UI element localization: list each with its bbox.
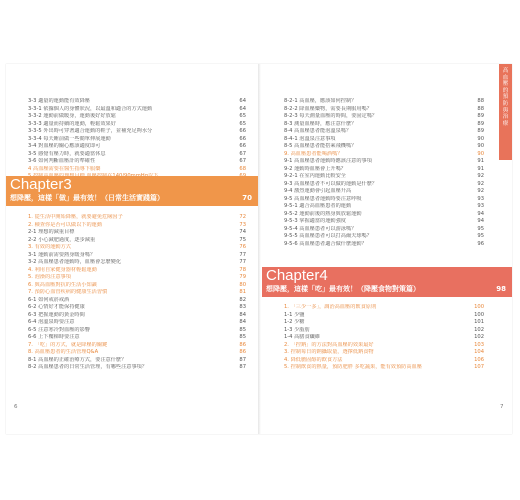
chapter3-band [6, 176, 258, 206]
toc-entry-title: 6-1 如何戒菸戒酒 [28, 296, 70, 303]
toc-entry [284, 158, 484, 166]
toc-entry-page: 89 [477, 128, 484, 134]
toc-entry-page: 85 [239, 334, 246, 340]
toc-entry-page: 80 [239, 281, 246, 288]
toc-entry-page: 77 [239, 259, 246, 265]
toc-entry-page: 75 [239, 236, 246, 243]
toc-entry-title: 9-5-5 高血壓患者可以打高爾夫球嗎？ [284, 233, 372, 239]
toc-entry-title: 5. 控制飲食的熱量，預防肥胖 多吃蔬果，能有效預防高血壓 [284, 364, 422, 370]
toc-entry-page: 89 [477, 113, 484, 119]
toc-entry [28, 364, 246, 372]
toc-entry [28, 106, 246, 114]
toc-entry-page: 78 [239, 266, 246, 273]
toc-entry-page: 104 [474, 349, 484, 355]
toc-entry [284, 136, 484, 144]
toc-entry-title: 9-5-4 高血壓患者可以游泳嗎？ [284, 225, 357, 232]
toc-entry-page: 86 [239, 341, 246, 348]
toc-entry-page: 68 [239, 165, 246, 172]
toc-entry-page: 94 [477, 218, 484, 224]
toc-entry [28, 342, 246, 350]
toc-entry-title: 8-2-2 降血壓藥物，需要長期服用嗎？ [284, 105, 372, 112]
toc-entry [28, 237, 246, 245]
toc-right-bottom [284, 304, 484, 372]
toc-entry [28, 229, 246, 237]
toc-entry [28, 244, 246, 252]
toc-entry [28, 327, 246, 335]
toc-entry-page: 100 [474, 311, 484, 318]
chapter3-subtitle: 想降壓，這樣「做」最有效！（日常生活實踐篇） [10, 194, 164, 202]
toc-entry-title: 6-5 注意寒冷對血壓的影響 [28, 326, 90, 333]
page-gutter [258, 64, 261, 434]
toc-entry [28, 334, 246, 342]
toc-entry [284, 304, 484, 312]
toc-entry [28, 98, 246, 106]
side-tab-text: 高血壓的預防與治療 [502, 68, 509, 127]
toc-entry-title: 3-1 運動前需要熱身暖身嗎？ [28, 251, 96, 258]
toc-entry-page: 95 [477, 233, 484, 239]
toc-entry-page: 87 [239, 364, 246, 370]
toc-entry-page: 82 [239, 296, 246, 303]
toc-entry-title: 3-2 高血壓患者運動時，血壓會怎麼變化 [28, 259, 122, 265]
toc-entry-page: 66 [239, 128, 246, 134]
toc-entry-title: 6. 與高血壓對抗的生活小知識 [28, 281, 97, 288]
toc-entry [284, 188, 484, 196]
toc-entry-title: 8-2-1 高血壓，應該如何控制？ [284, 98, 357, 104]
toc-entry-title: 4. 利用自家健身器材輕鬆運動 [28, 266, 97, 273]
toc-entry-page: 89 [477, 120, 484, 127]
toc-entry-title: 8. 高血壓患者的生活管理Q&A [28, 349, 99, 355]
toc-entry [28, 357, 246, 365]
toc-entry-page: 65 [239, 113, 246, 119]
toc-entry-page: 103 [474, 341, 484, 348]
toc-entry-page: 102 [474, 326, 484, 333]
toc-entry [28, 128, 246, 136]
toc-entry-title: 3-3 適量的運動能有效降壓 [28, 98, 90, 104]
toc-entry-page: 84 [239, 319, 246, 325]
toc-entry-page: 65 [239, 120, 246, 127]
toc-entry-page: 72 [239, 214, 246, 220]
toc-entry [284, 364, 484, 372]
toc-entry [28, 297, 246, 305]
toc-entry [284, 98, 484, 106]
toc-entry-title: 9-5-2 運動前後的熱身與放鬆運動 [284, 210, 362, 217]
toc-entry-page: 67 [239, 158, 246, 164]
toc-entry-page: 102 [474, 334, 484, 340]
toc-entry-title: 9-5 高血壓患者運動時要注意呼吸 [284, 195, 362, 202]
toc-entry [28, 214, 246, 222]
toc-entry-title: 1-1 少鹽 [284, 311, 305, 318]
toc-entry [284, 342, 484, 350]
toc-entry-page: 107 [474, 364, 484, 370]
toc-entry-page: 66 [239, 135, 246, 142]
toc-entry-page: 77 [239, 251, 246, 258]
toc-entry-title: 3-3-3 適量而持續的運動，輕鬆效果好 [28, 120, 116, 127]
toc-entry-title: 6-2 心情好才能保持健康 [28, 304, 85, 310]
toc-entry-title: 8-2 高血壓患者的日常生活管理，有哪些注意事項？ [28, 364, 148, 370]
toc-entry-page: 93 [477, 203, 484, 209]
toc-entry-page: 84 [239, 311, 246, 318]
toc-entry [28, 113, 246, 121]
toc-entry-title: 2-2 小心減肥過度，逐步減重 [28, 236, 96, 243]
toc-entry [28, 222, 246, 230]
toc-entry-title: 9-5-3 掌握適當的運動強度 [284, 218, 346, 224]
toc-entry [284, 203, 484, 211]
toc-entry-title: 8-4-1 泡溫泉注意事項 [284, 135, 336, 142]
toc-entry-title: 1-2 少糖 [284, 319, 305, 325]
toc-entry-title: 2. 檢查你是否可以做以下的運動 [28, 221, 103, 228]
toc-entry-title: 3-3-2 運動前做暖身，運動後好好放鬆 [28, 113, 116, 119]
toc-entry-title: 9-1 高血壓患者運動時應該注意的事項 [284, 158, 372, 164]
toc-entry-page: 79 [239, 274, 246, 280]
toc-entry-page: 86 [239, 349, 246, 355]
toc-entry-page: 106 [474, 356, 484, 363]
toc-entry [284, 143, 484, 151]
toc-entry-title: 6-3 把握運動的黃金時間 [28, 311, 85, 318]
toc-entry-title: 8-3 測量血壓時，應注意什麼？ [284, 120, 357, 127]
toc-entry-page: 91 [477, 165, 484, 172]
toc-entry [284, 128, 484, 136]
toc-entry [28, 349, 246, 357]
toc-entry [284, 181, 484, 189]
toc-entry-page: 100 [474, 304, 484, 310]
toc-entry-title: 3-3-4 每天睡前做一些簡單伸展運動 [28, 135, 111, 142]
toc-entry-page: 90 [477, 135, 484, 142]
toc-entry-page: 96 [477, 240, 484, 247]
toc-entry-title: 3-3-1 依據個人的身體狀況，以最溫和適合的方式運動 [28, 105, 153, 112]
toc-entry-title: 1-4 高膳食纖維 [284, 334, 321, 340]
toc-entry-title: 3-6 如何判斷血壓計的準確性 [28, 158, 96, 164]
toc-entry [28, 274, 246, 282]
toc-right-top [284, 98, 484, 248]
toc-entry-title: 3-4 對血壓的關心應該適度即可 [28, 143, 101, 149]
toc-entry [284, 166, 484, 174]
toc-entry [284, 334, 484, 342]
toc-entry [284, 233, 484, 241]
toc-entry [28, 289, 246, 297]
toc-entry-page: 95 [477, 225, 484, 232]
toc-entry-title: 2-1 理想的減重目標 [28, 229, 75, 235]
toc-entry [284, 211, 484, 219]
toc-entry-page: 101 [474, 319, 484, 325]
toc-entry [284, 173, 484, 181]
toc-entry [28, 143, 246, 151]
toc-entry-page: 92 [477, 188, 484, 194]
toc-entry [284, 218, 484, 226]
toc-entry [28, 252, 246, 260]
toc-entry-page: 90 [477, 143, 484, 149]
toc-entry-page: 94 [477, 210, 484, 217]
toc-entry [28, 304, 246, 312]
toc-entry-title: 3. 有效的運動方式 [28, 244, 71, 250]
toc-entry-title: 2. 「控鈉」的方法對高血壓的效果最好 [284, 341, 374, 348]
toc-entry [284, 327, 484, 335]
toc-entry [284, 196, 484, 204]
toc-entry [28, 121, 246, 129]
toc-entry [284, 106, 484, 114]
toc-entry-page: 92 [477, 173, 484, 179]
toc-entry [284, 349, 484, 357]
toc-entry-title: 7. 預防心血管疾病的健康生活習慣 [28, 289, 108, 295]
toc-entry-title: 1. 從生活中開始降壓，就要避免危險因子 [28, 214, 123, 220]
chapter3-title: Chapter3 [10, 176, 72, 193]
chapter4-page: 98 [496, 285, 506, 293]
toc-entry-page: 83 [239, 304, 246, 310]
toc-entry [28, 136, 246, 144]
toc-left-bottom [28, 214, 246, 372]
toc-entry-title: 9-5-6 高血壓患者適合做什麼運動？ [284, 240, 367, 247]
toc-entry-title: 8-2-3 每天測量血壓的時間，要固定嗎？ [284, 113, 378, 119]
toc-entry [284, 151, 484, 159]
folio-left: 6 [14, 404, 18, 410]
toc-entry-page: 66 [239, 143, 246, 149]
toc-entry [28, 259, 246, 267]
chapter4-subtitle: 想降壓，這樣「吃」最有效！（降壓食物對策篇） [266, 285, 420, 293]
toc-entry-title: 8-5 高血壓患者能搭乘飛機嗎？ [284, 143, 357, 149]
toc-entry-title: 6-4 泡溫泉時要注意 [28, 319, 75, 325]
toc-entry-title: 4. 降低膽固醇的飲食方法 [284, 356, 343, 363]
toc-entry [28, 158, 246, 166]
toc-entry [28, 151, 246, 159]
toc-entry-page: 91 [477, 158, 484, 164]
toc-entry-title: 8-4 高血壓患者能泡溫泉嗎？ [284, 128, 352, 134]
toc-entry-title: 5. 泡澡的注意事項 [28, 274, 71, 280]
toc-entry [284, 113, 484, 121]
toc-entry-title: 9-2 運動時血壓會上升嗎？ [284, 165, 346, 172]
toc-entry-title: 1-3 少脂肪 [284, 326, 310, 333]
toc-entry-page: 88 [477, 98, 484, 104]
toc-entry-page: 64 [239, 98, 246, 104]
toc-entry [28, 312, 246, 320]
toc-entry-title: 6-6 上下樓梯時要注意 [28, 334, 80, 340]
toc-entry [28, 166, 246, 174]
toc-entry [28, 282, 246, 290]
toc-entry-page: 92 [477, 180, 484, 187]
toc-entry [284, 226, 484, 234]
toc-entry-page: 85 [239, 326, 246, 333]
toc-entry [28, 267, 246, 275]
toc-entry-title: 3. 控制每日的鈉攝取量，選擇低鈉食物 [284, 349, 374, 355]
toc-entry-page: 67 [239, 150, 246, 157]
toc-entry-title: 4 高血壓需要在醫生指導下服藥 [28, 165, 101, 172]
toc-entry-title: 9. 高血壓患者能喝酒嗎？ [284, 150, 343, 157]
toc-entry [284, 312, 484, 320]
toc-entry-title: 7. 「吃」的方式，就是降壓的關鍵 [28, 341, 108, 348]
toc-entry-title: 3-5 感覺有壓力時，就要適當休息 [28, 150, 106, 157]
toc-left-top [28, 98, 246, 181]
toc-entry-page: 90 [477, 150, 484, 157]
toc-entry-page: 81 [239, 289, 246, 295]
toc-entry-title: 3-3-5 外出時可穿著適合運動的鞋子，並補充足夠水分 [28, 128, 153, 134]
chapter3-page: 70 [242, 194, 252, 202]
toc-entry-page: 88 [477, 105, 484, 112]
toc-entry-page: 87 [239, 356, 246, 363]
toc-entry-title: 9-2-1 在室內運動比較安全 [284, 173, 346, 179]
toc-entry [284, 319, 484, 327]
folio-right: 7 [500, 404, 504, 410]
side-tab [499, 64, 512, 160]
toc-entry-title: 9-3 高血壓患者不可以做的運動是什麼？ [284, 180, 378, 187]
toc-entry-title: 8-1 高血壓的正確治療方式，要注意什麼？ [28, 356, 127, 363]
toc-entry-page: 73 [239, 221, 246, 228]
toc-entry-title: 9-5-1 適合高血壓患者的運動 [284, 203, 352, 209]
toc-entry-title: 9-4 激烈運動會引起血壓升高 [284, 188, 352, 194]
toc-entry-title: 1. 「三少一多」，調治高血壓的飲食原則 [284, 304, 377, 310]
toc-entry-page: 93 [477, 195, 484, 202]
toc-entry [284, 357, 484, 365]
toc-entry-page: 74 [239, 229, 246, 235]
toc-entry-page: 76 [239, 244, 246, 250]
toc-entry [28, 319, 246, 327]
toc-entry [284, 121, 484, 129]
toc-entry-page: 64 [239, 105, 246, 112]
chapter4-title: Chapter4 [266, 267, 328, 284]
chapter4-band [262, 267, 512, 297]
toc-entry [284, 241, 484, 249]
